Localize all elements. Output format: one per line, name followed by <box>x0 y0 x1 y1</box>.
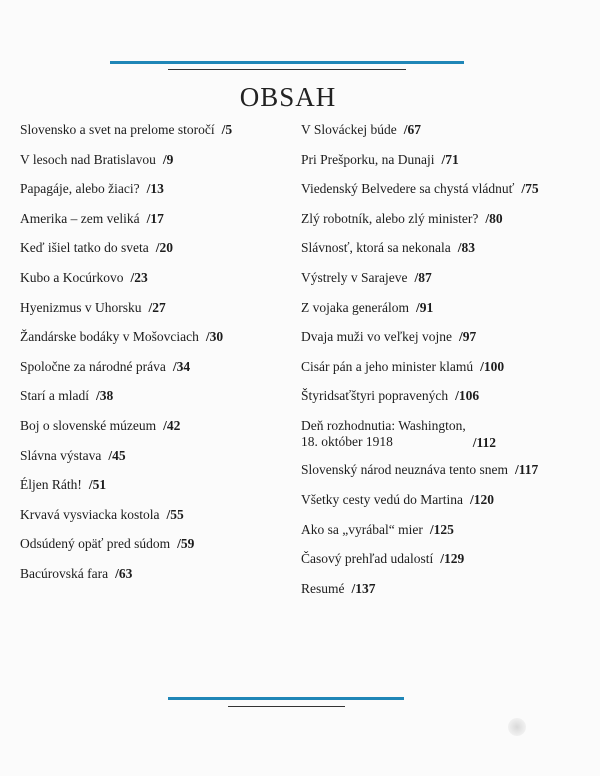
toc-entry-page: /71 <box>441 151 459 167</box>
toc-entry-title: Zlý robotník, alebo zlý minister? <box>301 210 479 226</box>
bottom-rule-long <box>168 697 404 700</box>
toc-entry-page: /17 <box>146 210 164 226</box>
toc-entry <box>20 236 310 266</box>
toc-entry <box>20 473 310 503</box>
toc-entry-title: Slávnosť, ktorá sa nekonala <box>301 240 451 256</box>
toc-entry <box>20 532 310 562</box>
toc-entry <box>20 414 310 444</box>
toc-entry-title: Žandárske bodáky v Mošovciach <box>20 329 199 345</box>
toc-entry-page: /80 <box>485 210 503 226</box>
toc-entry <box>20 562 310 592</box>
toc-entry <box>301 488 591 518</box>
toc-entry <box>301 355 591 385</box>
toc-entry-title: Štyridsaťštyri popravených <box>301 388 449 404</box>
toc-entry-title: Spoločne za národné práva <box>20 358 166 374</box>
toc-entry-page: /42 <box>163 417 181 433</box>
toc-entry-page: /63 <box>115 565 133 581</box>
toc-entry-page: /106 <box>455 388 480 404</box>
toc-entry-title: V Slováckej búde <box>301 122 397 137</box>
page-title: OBSAH <box>239 82 337 112</box>
toc-entry-title: Keď išiel tatko do sveta <box>20 240 149 256</box>
toc-entry-page: /20 <box>155 240 173 256</box>
top-rule-short <box>168 69 406 70</box>
toc-entry-title: Slovensko a svet na prelome storočí <box>20 122 215 137</box>
toc-entry-page: /13 <box>146 181 164 197</box>
toc-entry <box>301 177 591 207</box>
toc-entry-title: Pri Prešporku, na Dunaji <box>301 151 435 167</box>
toc-entry <box>20 207 310 237</box>
paper-smudge <box>508 718 526 736</box>
toc-entry <box>20 355 310 385</box>
toc-entry-page: /67 <box>403 122 421 137</box>
toc-entry-page: /75 <box>521 181 539 197</box>
bottom-rule-short <box>228 706 345 707</box>
toc-entry <box>20 148 310 178</box>
toc-entry <box>20 266 310 296</box>
toc-entry <box>20 325 310 355</box>
toc-entry <box>301 296 591 326</box>
toc-entry-title: Resumé <box>301 580 345 596</box>
toc-entry-title: Výstrely v Sarajeve <box>301 269 408 285</box>
toc-entry <box>301 148 591 178</box>
toc-entry-title: Deň rozhodnutia: Washington, 18. október 1918 <box>301 417 466 449</box>
toc-entry-title: Bacúrovská fara <box>20 565 109 581</box>
toc-entry-title: Starí a mladí <box>20 388 89 404</box>
toc-entry-page: /34 <box>172 358 191 374</box>
toc-entry-page: /91 <box>415 299 434 315</box>
toc-entry <box>301 384 591 414</box>
toc-entry-page: /129 <box>440 551 465 567</box>
toc-entry <box>301 547 591 577</box>
toc-column-left <box>20 118 310 592</box>
toc-entry-title: Dvaja muži vo veľkej vojne <box>301 329 452 345</box>
toc-entry <box>301 458 591 488</box>
toc-entry-page: /117 <box>514 462 539 478</box>
toc-entry-page: /59 <box>177 536 195 552</box>
toc-entry <box>20 503 310 533</box>
toc-entry-title: Papagáje, alebo žiaci? <box>20 181 140 197</box>
toc-entry <box>20 444 310 474</box>
toc-column-right <box>301 118 591 606</box>
toc-entry-title: V lesoch nad Bratislavou <box>20 151 156 167</box>
toc-entry-title: Kubo a Kocúrkovo <box>20 269 124 285</box>
toc-entry-page: /5 <box>221 122 233 137</box>
toc-entry <box>301 236 591 266</box>
toc-entry-page: /87 <box>414 269 432 285</box>
toc-entry-page: /23 <box>130 269 148 285</box>
toc-entry-title: Cisár pán a jeho minister klamú <box>301 358 474 374</box>
toc-entry <box>20 118 310 148</box>
toc-entry-page: /30 <box>205 329 224 345</box>
toc-entry <box>301 577 591 607</box>
toc-entry-page: /120 <box>469 491 494 507</box>
toc-entry <box>301 118 591 148</box>
toc-entry <box>301 414 591 458</box>
toc-entry-title: Všetky cesty vedú do Martina <box>301 491 463 507</box>
toc-entry-title: Hyenizmus v Uhorsku <box>20 299 142 315</box>
toc-entry-page: /100 <box>480 358 505 374</box>
toc-entry-page: /55 <box>166 506 184 522</box>
toc-entry-page: /112 <box>472 435 497 451</box>
toc-entry-title: Éljen Ráth! <box>20 477 82 493</box>
toc-entry <box>301 518 591 548</box>
toc-entry <box>301 325 591 355</box>
toc-entry-page: /83 <box>457 240 475 256</box>
toc-entry-page: /97 <box>458 329 477 345</box>
toc-entry-page: /45 <box>108 447 126 463</box>
toc-entry-title: Slovenský národ neuznáva tento snem <box>301 462 508 478</box>
toc-entry-title: Ako sa „vyrábal“ mier <box>301 521 423 537</box>
toc-entry-title: Slávna výstava <box>20 447 102 463</box>
toc-entry-title: Z vojaka generálom <box>301 299 409 315</box>
toc-entry-page: /125 <box>429 521 454 537</box>
toc-entry-title: Viedenský Belvedere sa chystá vládnuť <box>301 181 515 197</box>
toc-entry-title: Boj o slovenské múzeum <box>20 417 157 433</box>
toc-entry-page: /27 <box>148 299 166 315</box>
toc-entry-page: /38 <box>95 388 114 404</box>
toc-entry <box>301 266 591 296</box>
toc-entry <box>20 177 310 207</box>
toc-entry-page: /9 <box>162 151 174 167</box>
toc-entry-title: Amerika – zem veliká <box>20 210 140 226</box>
top-rule-long <box>110 61 464 64</box>
toc-entry <box>20 384 310 414</box>
toc-entry-title: Odsúdený opäť pred súdom <box>20 536 171 552</box>
toc-entry-title: Časový prehľad udalostí <box>301 551 434 567</box>
toc-entry-page: /137 <box>351 580 376 596</box>
toc-entry-page: /51 <box>88 477 107 493</box>
toc-entry <box>20 296 310 326</box>
toc-entry <box>301 207 591 237</box>
toc-entry-title: Krvavá vysviacka kostola <box>20 506 160 522</box>
